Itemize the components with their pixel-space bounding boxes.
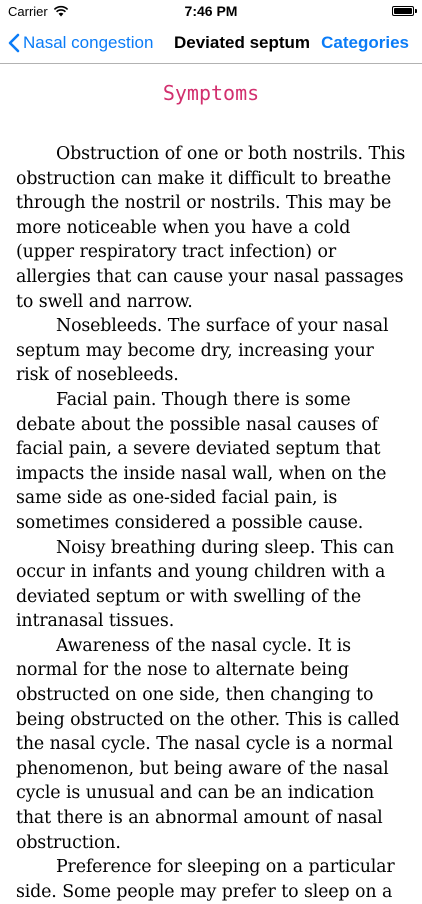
status-bar — [0, 0, 422, 22]
page-title: Deviated septum — [174, 33, 311, 52]
status-time: 7:46 PM — [184, 3, 238, 19]
chevron-left-icon — [8, 33, 20, 53]
back-button-label: Nasal congestion — [23, 33, 154, 52]
categories-button[interactable]: Categories — [321, 33, 409, 52]
wifi-icon — [53, 5, 69, 17]
carrier-label: Carrier — [8, 3, 48, 19]
paragraph: Facial pain. Though there is some debate about the possible nasal causes of facial pain, a severe deviated septum that impacts the inside nasal wall, when on the same side as one-sided facial pain, is sometimes considered a possible cause. — [16, 389, 387, 533]
battery-icon — [392, 6, 414, 16]
battery-fill — [394, 8, 412, 14]
article-body — [16, 142, 406, 904]
article-content — [0, 78, 422, 904]
paragraph: Preference for sleeping on a particular side. Some people may prefer to sleep on a — [16, 857, 395, 902]
back-button[interactable] — [8, 22, 153, 64]
section-heading: Symptoms — [162, 81, 260, 105]
navigation-bar — [0, 22, 422, 64]
paragraph: Noisy breathing during sleep. This can occur in infants and young children with a deviated septum or with swelling of the intranasal tissues. — [16, 537, 394, 632]
paragraph: Obstruction of one or both nostrils. This obstruction can make it difficult to breathe through the nostril or nostrils. This may be more noticeable when you have a cold (upper respiratory tract infection) or allergies that can cause your nasal passages to swell and narrow. — [16, 144, 406, 312]
status-left — [8, 4, 69, 19]
paragraph: Awareness of the nasal cycle. It is normal for the nose to alternate being obstructed on one side, then changing to being obstructed on the other. This is called the nasal cycle. The nasal cycle is a normal phenomenon, but being aware of the nasal cycle is unusual and can be an indication that there is an abnormal amount of nasal obstruction. — [16, 635, 400, 853]
paragraph: Nosebleeds. The surface of your nasal septum may become dry, increasing your risk of nosebleeds. — [16, 316, 389, 386]
